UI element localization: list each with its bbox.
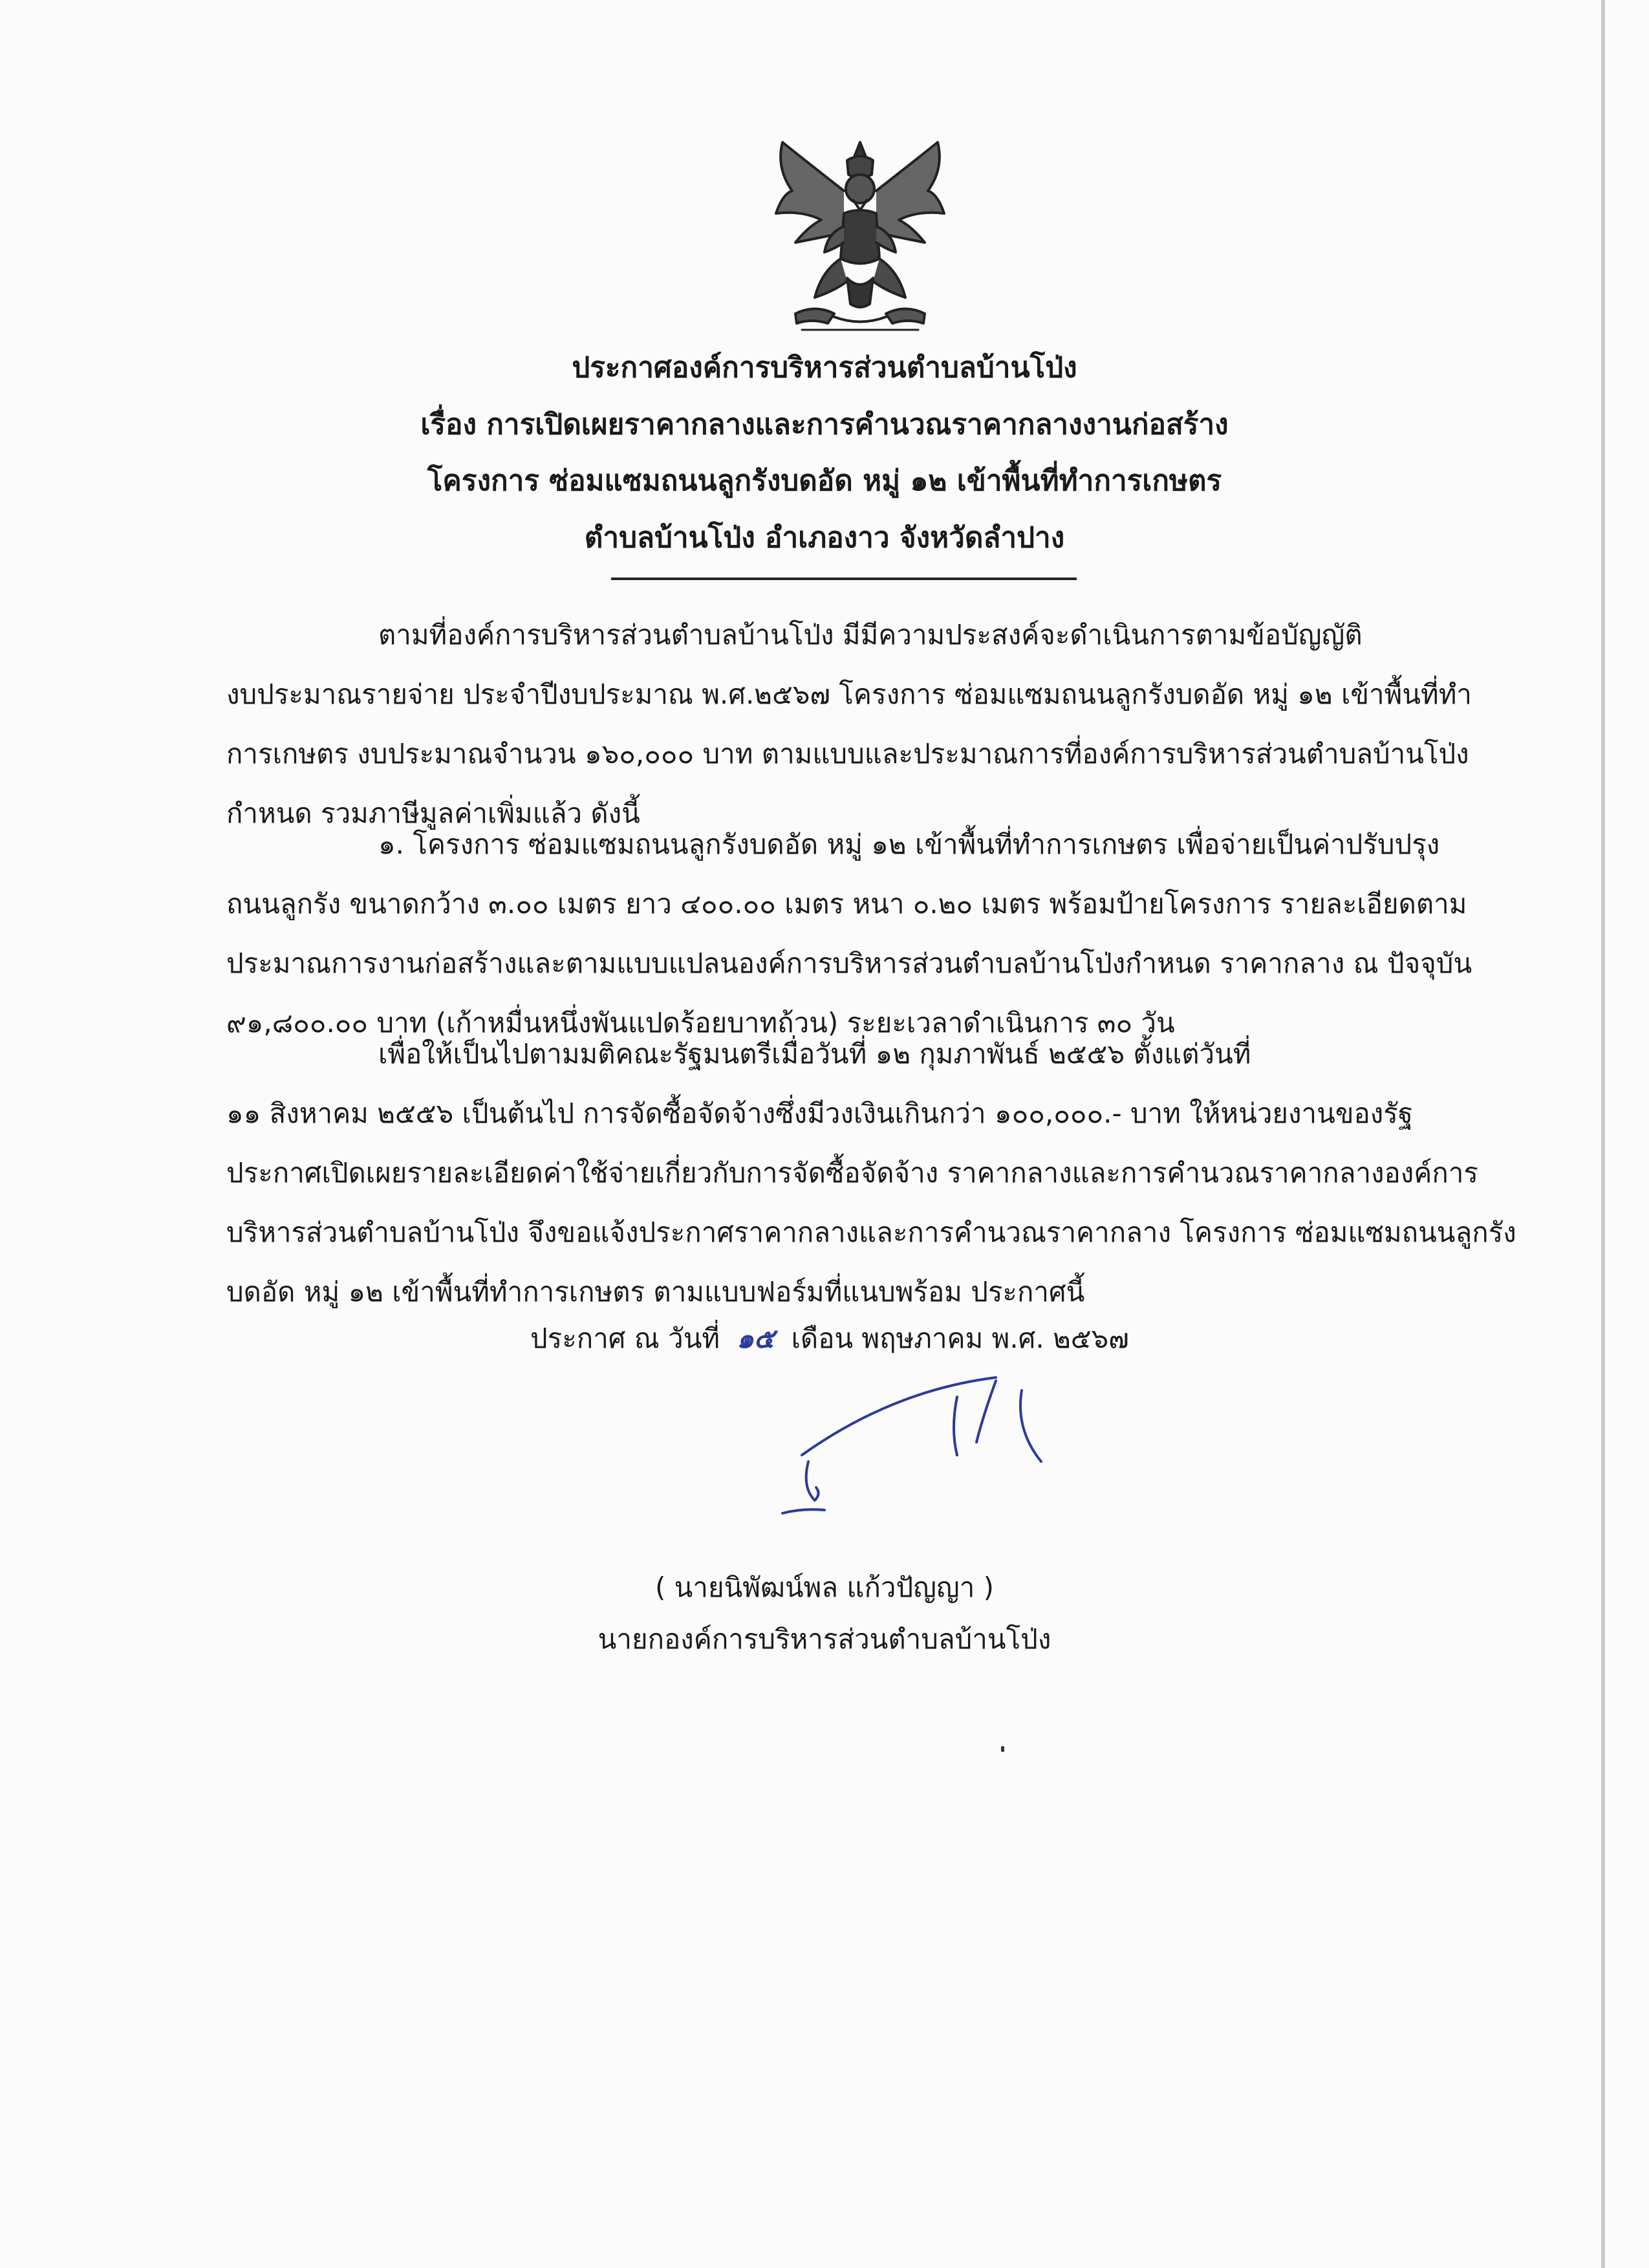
- handwritten-signature-icon: [763, 1365, 1138, 1546]
- heading-line-1: ประกาศองค์การบริหารส่วนตำบลบ้านโป่ง: [572, 351, 1077, 384]
- signatory-name: ( นายนิพัฒน์พล แก้วปัญญา ): [654, 1571, 995, 1603]
- heading-divider: [611, 578, 1077, 580]
- paragraph-3-line: ๑๑ สิงหาคม ๒๕๕๖ เป็นต้นไป การจัดซื้อจัดจ้างซึ่งมีวงเงินเกินกว่า ๑๐๐,๐๐๐.- บาท ให้หน่วยงานของรัฐ: [226, 1097, 1413, 1129]
- heading-line-3: โครงการ ซ่อมแซมถนนลูกรังบดอัด หมู่ ๑๒ เข้าพื้นที่ทำการเกษตร: [427, 464, 1222, 497]
- paragraph-3-line: เพื่อให้เป็นไปตามมติคณะรัฐมนตรีเมื่อวันที่ ๑๒ กุมภาพันธ์ ๒๕๕๖ ตั้งแต่วันที่: [378, 1038, 1251, 1070]
- paragraph-3: [226, 1024, 1516, 1322]
- scan-speck: [1001, 1746, 1004, 1752]
- paragraph-3-line: ประกาศเปิดเผยรายละเอียดค่าใช้จ่ายเกี่ยวกับการจัดซื้อจัดจ้าง ราคากลางและการคำนวณราคากลางองค์การ: [226, 1157, 1478, 1189]
- paragraph-2-line: ประมาณการงานก่อสร้างและตามแบบแปลนองค์การบริหารส่วนตำบลบ้านโป่งกำหนด ราคากลาง ณ ปัจจุบัน: [226, 947, 1472, 979]
- announcement-prefix: ประกาศ ณ วันที่: [530, 1323, 720, 1354]
- paragraph-2: [226, 815, 1472, 1053]
- paragraph-1-line: กำหนด รวมภาษีมูลค่าเพิ่มแล้ว ดังนี้: [226, 797, 640, 829]
- paragraph-3-line: บดอัด หมู่ ๑๒ เข้าพื้นที่ทำการเกษตร ตามแบบฟอร์มที่แนบพร้อม ประกาศนี้: [226, 1276, 1085, 1308]
- paragraph-2-line: ถนนลูกรัง ขนาดกว้าง ๓.๐๐ เมตร ยาว ๔๐๐.๐๐ เมตร หนา ๐.๒๐ เมตร พร้อมป้ายโครงการ รายละเอียดตาม: [226, 888, 1467, 920]
- heading-line-4: ตำบลบ้านโป่ง อำเภองาว จังหวัดลำปาง: [584, 521, 1065, 554]
- heading-line-2: เรื่อง การเปิดเผยราคากลางและการคำนวณราคากลางงานก่อสร้าง: [420, 408, 1229, 441]
- paragraph-2-line: ๙๑,๘๐๐.๐๐ บาท (เก้าหมื่นหนึ่งพันแปดร้อยบาทถ้วน) ระยะเวลาดำเนินการ ๓๐ วัน: [226, 1007, 1175, 1039]
- paragraph-1-line: ตามที่องค์การบริหารส่วนตำบลบ้านโป่ง มีมีความประสงค์จะดำเนินการตามข้อบัญญัติ: [378, 619, 1363, 651]
- handwritten-day: ๑๕: [737, 1323, 775, 1354]
- announcement-date-line: [530, 1319, 1129, 1358]
- page-edge-shadow: [1601, 0, 1605, 2268]
- announcement-suffix: เดือน พฤษภาคม พ.ศ. ๒๕๖๗: [791, 1323, 1129, 1354]
- paragraph-1-line: งบประมาณรายจ่าย ประจำปีงบประมาณ พ.ศ.๒๕๖๗ โครงการ ซ่อมแซมถนนลูกรังบดอัด หมู่ ๑๒ เข้าพื้นที่ทำ: [226, 678, 1472, 710]
- paragraph-2-line: ๑. โครงการ ซ่อมแซมถนนลูกรังบดอัด หมู่ ๑๒ เข้าพื้นที่ทำการเกษตร เพื่อจ่ายเป็นค่าปรับปรุง: [378, 828, 1440, 860]
- paragraph-1-line: การเกษตร งบประมาณจำนวน ๑๖๐,๐๐๐ บาท ตามแบบและประมาณการที่องค์การบริหารส่วนตำบลบ้านโป่ง: [226, 738, 1469, 770]
- paragraph-1: [226, 605, 1472, 843]
- garuda-emblem-icon: [757, 129, 964, 343]
- paragraph-3-line: บริหารส่วนตำบลบ้านโป่ง จึงขอแจ้งประกาศราคากลางและการคำนวณราคากลาง โครงการ ซ่อมแซมถนนลูกรัง: [226, 1216, 1516, 1248]
- signatory-title: นายกองค์การบริหารส่วนตำบลบ้านโป่ง: [598, 1623, 1051, 1655]
